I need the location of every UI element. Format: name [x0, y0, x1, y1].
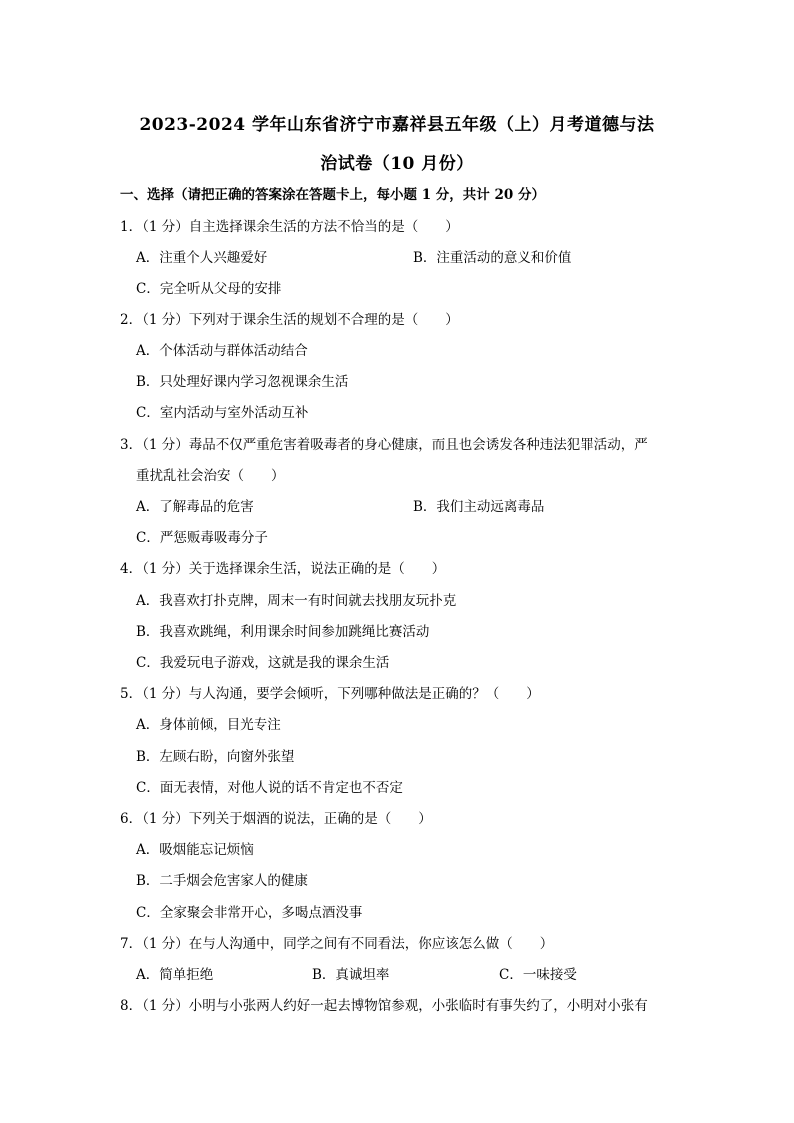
question-7-option-a: A．简单拒绝 — [136, 967, 214, 983]
question-8-stem: 8．（1 分）小明与小张两人约好一起去博物馆参观，小张临时有事失约了，小明对小张有 — [120, 998, 648, 1014]
question-4-stem: 4．（1 分）关于选择课余生活，说法正确的是（ ） — [120, 561, 446, 577]
question-2-option-a: A．个体活动与群体活动结合 — [136, 343, 308, 359]
question-5-stem: 5．（1 分）与人沟通，要学会倾听，下列哪种做法是正确的？（ ） — [120, 686, 540, 702]
question-1-option-a: A．注重个人兴趣爱好 — [136, 250, 268, 266]
question-2-stem: 2．（1 分）下列对于课余生活的规划不合理的是（ ） — [120, 312, 459, 328]
question-6-option-b: B．二手烟会危害家人的健康 — [136, 873, 308, 889]
question-2-option-b: B．只处理好课内学习忽视课余生活 — [136, 374, 349, 390]
question-3-stem-line-1: 3．（1 分）毒品不仅严重危害着吸毒者的身心健康，而且也会诱发各种违法犯罪活动，严 — [120, 437, 648, 453]
question-6-option-a: A．吸烟能忘记烦恼 — [136, 842, 254, 858]
question-7-option-b: B．真诚坦率 — [312, 967, 390, 983]
question-1-option-b: B．注重活动的意义和价值 — [413, 250, 572, 266]
question-5-option-a: A．身体前倾，目光专注 — [136, 717, 281, 733]
question-5-option-b: B．左顾右盼，向窗外张望 — [136, 749, 295, 765]
question-3-option-c: C．严惩贩毒吸毒分子 — [136, 530, 268, 546]
question-1-stem: 1．（1 分）自主选择课余生活的方法不恰当的是（ ） — [120, 219, 459, 235]
question-6-stem: 6．（1 分）下列关于烟酒的说法，正确的是（ ） — [120, 811, 432, 827]
question-4-option-a: A．我喜欢打扑克牌，周末一有时间就去找朋友玩扑克 — [136, 593, 457, 609]
question-7-stem: 7．（1 分）在与人沟通中，同学之间有不同看法，你应该怎么做（ ） — [120, 936, 554, 952]
question-3-stem-line-2: 重扰乱社会治安（ ） — [136, 468, 285, 484]
exam-title-line-2: 治试卷（10 月份） — [320, 154, 474, 174]
question-3-option-a: A．了解毒品的危害 — [136, 499, 254, 515]
question-7-option-c: C．一味接受 — [499, 967, 577, 983]
question-5-option-c: C．面无表情，对他人说的话不肯定也不否定 — [136, 780, 403, 796]
question-2-option-c: C．室内活动与室外活动互补 — [136, 405, 309, 421]
question-1-option-c: C．完全听从父母的安排 — [136, 281, 282, 297]
question-3-option-b: B．我们主动远离毒品 — [413, 499, 545, 515]
question-6-option-c: C．全家聚会非常开心，多喝点酒没事 — [136, 905, 363, 921]
exam-title-line-1: 2023-2024 学年山东省济宁市嘉祥县五年级（上）月考道德与法 — [139, 115, 655, 135]
section-heading: 一、选择（请把正确的答案涂在答题卡上，每小题 1 分，共计 20 分） — [120, 187, 545, 203]
question-4-option-b: B．我喜欢跳绳，利用课余时间参加跳绳比赛活动 — [136, 624, 430, 640]
question-4-option-c: C．我爱玩电子游戏，这就是我的课余生活 — [136, 655, 390, 671]
